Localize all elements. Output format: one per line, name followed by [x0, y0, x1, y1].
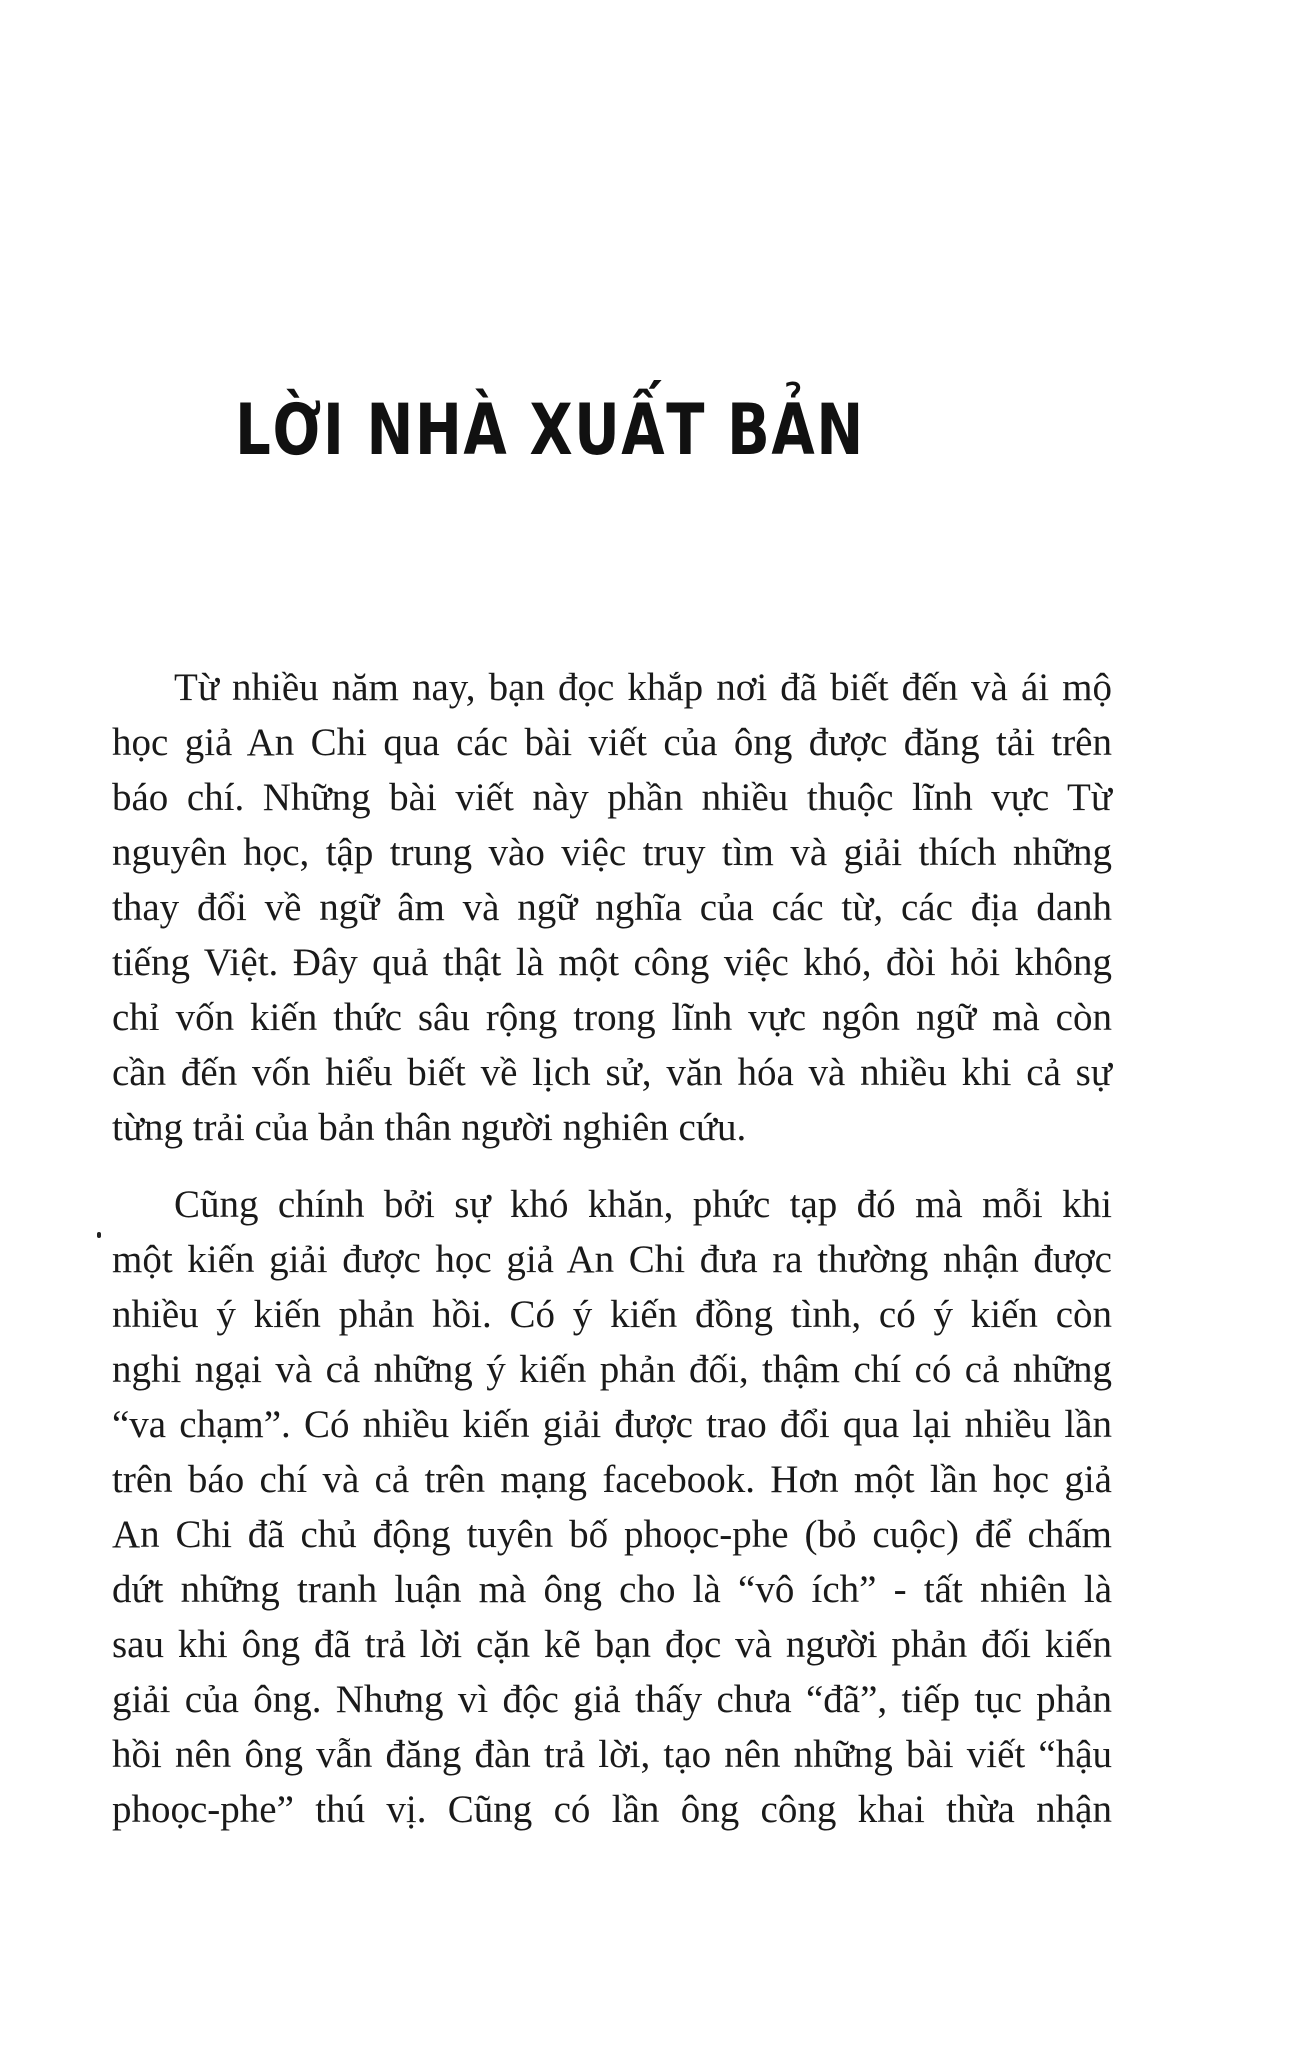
paragraph-line: trên báo chí và cả trên mạng facebook. Hơn một lần học giả	[112, 1458, 1112, 1501]
paragraph-line: giải của ông. Nhưng vì độc giả thấy chưa “đã”, tiếp tục phản	[112, 1678, 1112, 1721]
paragraph-1	[112, 660, 1112, 1155]
paragraph-line: báo chí. Những bài viết này phần nhiều thuộc lĩnh vực Từ	[112, 776, 1112, 819]
paragraph-line: hồi nên ông vẫn đăng đàn trả lời, tạo nên những bài viết “hậu	[112, 1733, 1112, 1776]
print-speck	[97, 1232, 101, 1238]
paragraph-line: một kiến giải được học giả An Chi đưa ra thường nhận được	[112, 1238, 1112, 1281]
paragraph-line: dứt những tranh luận mà ông cho là “vô ích” - tất nhiên là	[112, 1568, 1112, 1611]
paragraph-line: cần đến vốn hiểu biết về lịch sử, văn hóa và nhiều khi cả sự	[112, 1051, 1112, 1094]
paragraph-line: nguyên học, tập trung vào việc truy tìm và giải thích những	[112, 831, 1112, 874]
page-title: LỜI NHÀ XUẤT BẢN	[235, 389, 865, 471]
paragraph-line: Cũng chính bởi sự khó khăn, phức tạp đó mà mỗi khi	[174, 1183, 1112, 1226]
body-text	[112, 660, 1112, 1837]
paragraph-line: từng trải của bản thân người nghiên cứu.	[112, 1106, 747, 1149]
paragraph-line: nhiều ý kiến phản hồi. Có ý kiến đồng tình, có ý kiến còn	[112, 1293, 1112, 1336]
paragraph-line: Từ nhiều năm nay, bạn đọc khắp nơi đã biết đến và ái mộ	[174, 666, 1112, 709]
paragraph-line: phoọc-phe” thú vị. Cũng có lần ông công khai thừa nhận	[112, 1788, 1112, 1831]
paragraph-2	[112, 1177, 1112, 1837]
paragraph-line: học giả An Chi qua các bài viết của ông được đăng tải trên	[112, 721, 1112, 764]
paragraph-line: thay đổi về ngữ âm và ngữ nghĩa của các từ, các địa danh	[112, 886, 1112, 929]
paragraph-line: chỉ vốn kiến thức sâu rộng trong lĩnh vực ngôn ngữ mà còn	[112, 996, 1112, 1039]
paragraph-line: sau khi ông đã trả lời cặn kẽ bạn đọc và người phản đối kiến	[112, 1623, 1112, 1666]
paragraph-line: nghi ngại và cả những ý kiến phản đối, thậm chí có cả những	[112, 1348, 1112, 1391]
paragraph-line: An Chi đã chủ động tuyên bố phoọc-phe (bỏ cuộc) để chấm	[112, 1513, 1112, 1556]
paragraph-line: tiếng Việt. Đây quả thật là một công việc khó, đòi hỏi không	[112, 941, 1112, 984]
paragraph-line: “va chạm”. Có nhiều kiến giải được trao đổi qua lại nhiều lần	[112, 1403, 1112, 1446]
